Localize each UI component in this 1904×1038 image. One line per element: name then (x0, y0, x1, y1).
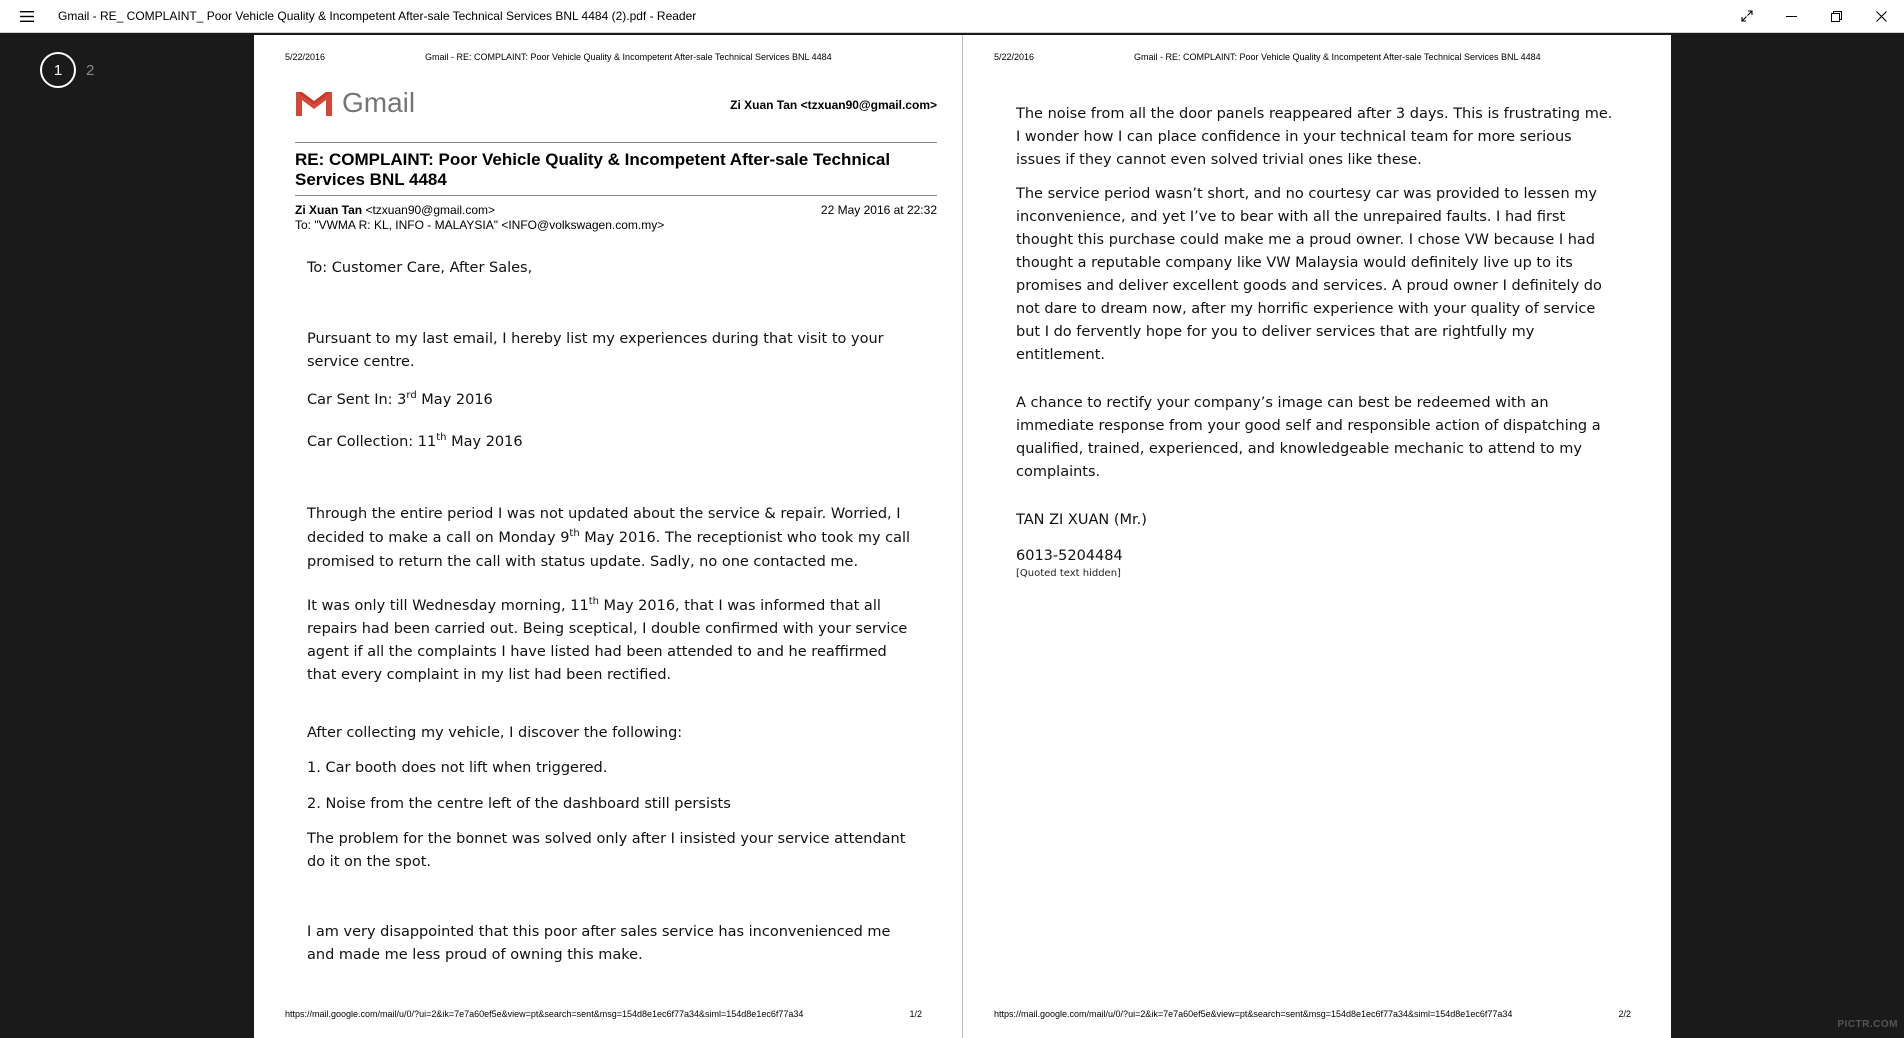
page-1-thumb[interactable]: 1 (40, 52, 76, 88)
divider-line (295, 195, 937, 196)
fullscreen-button[interactable] (1724, 0, 1769, 32)
minimize-button[interactable] (1769, 0, 1814, 32)
account-label: Zi Xuan Tan <tzxuan90@gmail.com> (730, 98, 937, 112)
gmail-envelope-icon (294, 88, 334, 118)
email-body-p3 (307, 595, 912, 687)
page-navigator (40, 52, 94, 88)
text: May 2016 (446, 434, 523, 450)
hamburger-menu-icon[interactable] (16, 0, 38, 32)
issue-item-1 (307, 757, 912, 780)
print-date: 5/22/2016 (285, 52, 326, 62)
paragraph: I am very disappointed that this poor after sales service has inconvenienced me and made me less proud of owning this make. (307, 924, 891, 963)
email-subject: RE: COMPLAINT: Poor Vehicle Quality & Incompetent After-sale Technical Services BNL 4484 (295, 150, 891, 189)
text: It was only till Wednesday morning, 11 (307, 598, 589, 614)
close-icon (1876, 11, 1887, 22)
superscript: th (436, 432, 447, 444)
footer-url: https://mail.google.com/mail/u/0/?ui=2&ik=7e7a60ef5e&view=pt&search=sent&msg=154d8e1ec6f77a34&siml=154d8e1ec6f77a34 (994, 1009, 1513, 1019)
text: Through the entire period I was not updated about the service & repair. Worried, I decided to make a call on Monday 9 (307, 506, 901, 546)
print-title: Gmail - RE: COMPLAINT: Poor Vehicle Quality & Incompetent After-sale Technical Services BNL 4484 (1134, 52, 1541, 62)
page-number: 1/2 (909, 1009, 922, 1019)
watermark: PICTR.COM (1837, 1019, 1898, 1030)
text: May 2016, that I was informed that all repairs had been carried out. Being sceptical, I double confirmed with your service agent if all the complaints I have listed had been attended to and he reaffirmed that every complaint in my list had been rectified. (307, 598, 908, 683)
text: [Quoted text hidden] (1016, 568, 1121, 579)
quoted-text-hidden[interactable] (1016, 567, 1621, 581)
close-button[interactable] (1859, 0, 1904, 32)
car-collection-line (307, 431, 912, 454)
footer-url: https://mail.google.com/mail/u/0/?ui=2&ik=7e7a60ef5e&view=pt&search=sent&msg=154d8e1ec6f77a34&siml=154d8e1ec6f77a34 (285, 1009, 804, 1019)
restore-icon (1831, 11, 1842, 22)
superscript: th (588, 596, 599, 608)
email-body-p1 (307, 328, 912, 374)
text: May 2016 (416, 392, 493, 408)
print-title: Gmail - RE: COMPLAINT: Poor Vehicle Quality & Incompetent After-sale Technical Services BNL 4484 (425, 52, 832, 62)
gmail-logo (294, 87, 415, 119)
email-body-p2 (307, 502, 912, 574)
car-sent-line (307, 389, 912, 412)
email-body-p5 (307, 828, 912, 874)
email-body-p4 (307, 722, 912, 745)
gmail-wordmark: Gmail (342, 87, 416, 118)
greeting: To: Customer Care, After Sales, (307, 260, 533, 276)
paragraph: The service period wasn’t short, and no courtesy car was provided to lessen my inconvenience, and yet I’ve to bear with all the unrepaired faults. I had first thought this purchase could make me a proud owner. I chose VW because I had thought a reputable company like VW Malaysia would definitely live up to its promises and deliver excellent goods and services. A proud owner I definitely do not dare to dream now, after my horrific experience with your quality of service but I do fervently hope for you to deliver services that are rightfully my entitlement. (1016, 186, 1602, 363)
pdf-page-1 (254, 35, 962, 1038)
list-item: 2. Noise from the centre left of the dashboard still persists (307, 796, 731, 812)
divider-line (295, 142, 937, 143)
minimize-icon (1786, 11, 1797, 22)
superscript: th (569, 528, 580, 540)
recipient-line: To: "VWMA R: KL, INFO - MALAYSIA" <INFO@volkswagen.com.my> (295, 218, 665, 232)
paragraph: The problem for the bonnet was solved only after I insisted your service attendant do it on the spot. (307, 831, 906, 870)
paragraph: A chance to rectify your company’s image can best be redeemed with an immediate response from your good self and responsible action of dispatching a qualified, trained, experienced, and knowledgeable mechanic to attend to my complaints. (1016, 395, 1601, 480)
page-number: 2/2 (1618, 1009, 1631, 1019)
paragraph: After collecting my vehicle, I discover the following: (307, 725, 683, 741)
title-bar (0, 0, 1904, 33)
email-body-p9 (1016, 392, 1621, 484)
paragraph: The noise from all the door panels reappeared after 3 days. This is frustrating me. I wonder how I can place confidence in your technical team for more serious issues if they cannot even solved trivial ones like these. (1016, 106, 1613, 168)
window-title: Gmail - RE_ COMPLAINT_ Poor Vehicle Quality & Incompetent After-sale Technical Services BNL 4484 (2).pdf - Reader (58, 9, 697, 23)
text: May 2016. The receptionist who took my call promised to return the call with status update. Sadly, no one contacted me. (307, 530, 911, 570)
email-body-p7 (1016, 103, 1621, 172)
list-item: 1. Car booth does not lift when triggered. (307, 760, 608, 776)
restore-button[interactable] (1814, 0, 1859, 32)
text: TAN ZI XUAN (Mr.) (1016, 512, 1147, 528)
email-body-greeting (307, 257, 912, 280)
text: Car Collection: 11 (307, 434, 437, 450)
sent-date: 22 May 2016 at 22:32 (820, 203, 937, 217)
sender-name: Zi Xuan Tan (295, 203, 363, 217)
page-2-link[interactable]: 2 (86, 61, 95, 79)
sender-line (295, 203, 495, 217)
email-body-p8 (1016, 183, 1621, 367)
superscript: rd (406, 390, 417, 402)
expand-icon (1741, 10, 1753, 22)
paragraph: Pursuant to my last email, I hereby list my experiences during that visit to your service centre. (307, 331, 884, 370)
signature-name (1016, 509, 1621, 532)
signature-phone (1016, 545, 1621, 568)
sender-email: <tzxuan90@gmail.com> (365, 203, 496, 217)
pdf-page-2 (963, 35, 1671, 1038)
print-date: 5/22/2016 (994, 52, 1035, 62)
text: Car Sent In: 3 (307, 392, 407, 408)
email-body-p6 (307, 921, 912, 967)
text: 6013-5204484 (1016, 548, 1123, 564)
issue-item-2 (307, 793, 912, 816)
